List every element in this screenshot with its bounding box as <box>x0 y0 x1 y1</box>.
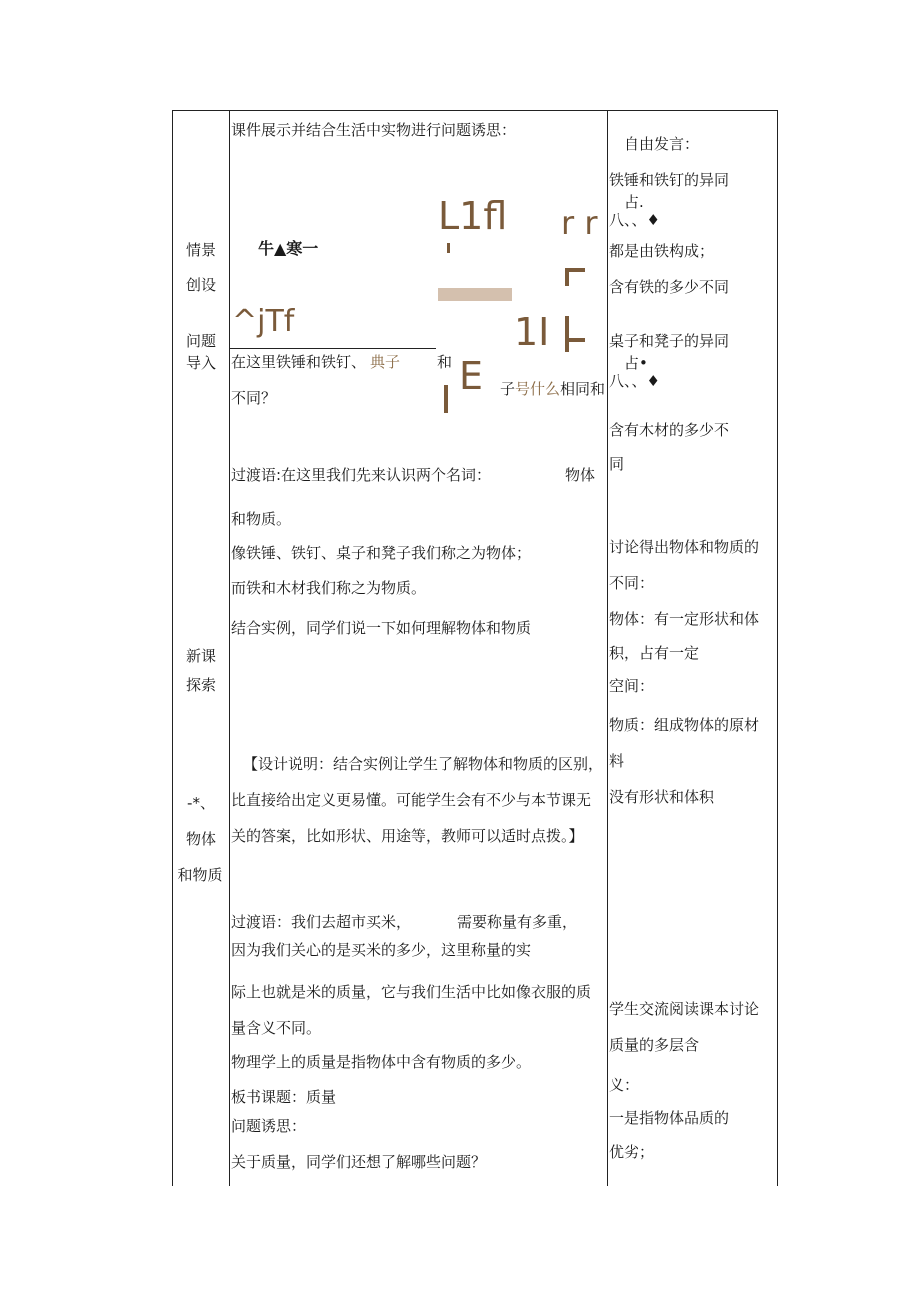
question-line-1f: 相同和 <box>560 380 606 398</box>
student-a9: 八、、♦ <box>609 372 660 390</box>
paragraph-question: 关于质量，同学们还想了解哪些问题？ <box>231 1153 487 1171</box>
student-a6: 含有铁的多少不同 <box>609 278 730 296</box>
label-situation-1: 情景 <box>185 241 216 259</box>
student-b8: 没有形状和体积 <box>609 788 715 806</box>
student-b7: 料 <box>609 752 625 770</box>
student-b6: 物质：组成物体的原材 <box>609 716 760 734</box>
student-a8: 占• <box>624 354 648 372</box>
figure-h-left <box>565 316 569 352</box>
transition-1c: 和物质。 <box>231 510 292 528</box>
label-section-1: 物体 <box>185 830 216 848</box>
figure-stroke-1 <box>447 243 450 253</box>
student-c2: 质量的多层含 <box>609 1036 700 1054</box>
intro-text: 课件展示并结合生活中实物进行问题诱思： <box>231 121 517 139</box>
paragraph-board-title: 板书课题：质量 <box>231 1088 337 1106</box>
transition-1b: 物体 <box>565 466 596 484</box>
label-question-2: 导入 <box>185 354 216 372</box>
figure-underline <box>230 348 436 349</box>
student-a5: 都是由铁构成； <box>609 242 715 260</box>
figure-fragment-4: E <box>459 354 484 398</box>
figure-fragment-2: r r <box>561 204 598 242</box>
figure-stroke-2 <box>444 385 448 413</box>
figure-corner-side <box>565 268 569 286</box>
column-divider-1 <box>229 110 230 1186</box>
question-line-1e: 号什么 <box>515 380 561 398</box>
transition-2e: 量含义不同。 <box>231 1019 322 1037</box>
question-line-2: 不同？ <box>231 389 277 407</box>
student-a4: 八、、♦ <box>609 211 660 229</box>
garbled-text-2: ^jTf <box>232 304 295 339</box>
student-a1: 自由发言： <box>624 135 700 153</box>
question-line-1d: 子 <box>500 380 516 398</box>
student-a11: 同 <box>609 455 625 473</box>
transition-2d: 际上也就是米的质量，它与我们生活中比如像衣服的质 <box>231 983 592 1001</box>
student-a2: 铁锤和铁钉的异同 <box>609 171 730 189</box>
student-a3: 占. <box>624 193 644 211</box>
student-c4: 一是指物体品质的 <box>609 1109 730 1127</box>
design-note-3: 关的答案，比如形状、用途等，教师可以适时点拨。】 <box>231 827 584 845</box>
label-question-1: 问题 <box>185 332 216 350</box>
figure-fragment-3: 1I <box>514 310 550 354</box>
transition-1a: 过渡语:在这里我们先来认识两个名词： <box>231 466 492 484</box>
student-b5: 空间： <box>609 677 655 695</box>
garbled-text-1: 牛▲寒一 <box>258 239 319 258</box>
paragraph-matter: 而铁和木材我们称之为物质。 <box>231 579 427 597</box>
column-divider-2 <box>607 110 608 1186</box>
label-new-1: 新课 <box>185 647 216 665</box>
student-b2: 不同： <box>609 574 655 592</box>
student-a7: 桌子和凳子的异同 <box>609 332 730 350</box>
paragraph-question-heading: 问题诱思： <box>231 1117 307 1135</box>
figure-bar <box>438 288 512 301</box>
figure-fragment-1: L1fl <box>438 194 508 238</box>
student-c5: 优劣； <box>609 1143 655 1161</box>
design-note-1: 【设计说明：结合实例让学生了解物体和物质的区别， <box>243 755 604 773</box>
table-right-border <box>777 110 778 1186</box>
figure-h-bar <box>565 338 585 342</box>
student-a10: 含有木材的多少不 <box>609 421 730 439</box>
question-line-1c: 和 <box>437 353 453 371</box>
student-b4: 积，占有一定 <box>609 644 700 662</box>
paragraph-mass-definition: 物理学上的质量是指物体中含有物质的多少。 <box>231 1053 532 1071</box>
paragraph-objects: 像铁锤、铁钉、桌子和凳子我们称之为物体； <box>231 544 532 562</box>
student-b3: 物体：有一定形状和体 <box>609 610 760 628</box>
student-c3: 义： <box>609 1076 640 1094</box>
label-section-num: -*、 <box>187 794 215 812</box>
label-situation-2: 创设 <box>185 276 216 294</box>
paragraph-prompt: 结合实例，同学们说一下如何理解物体和物质 <box>231 619 532 637</box>
question-line-1b: 典子 <box>370 353 401 371</box>
design-note-2: 比直接给出定义更易懂。可能学生会有不少与本节课无 <box>231 791 592 809</box>
transition-2c: 因为我们关心的是买米的多少，这里称量的实 <box>231 941 532 959</box>
label-new-2: 探索 <box>185 676 216 694</box>
transition-2a: 过渡语：我们去超市买米， <box>231 913 412 931</box>
transition-2b: 需要称量有多重， <box>457 913 578 931</box>
table-top-border <box>172 110 778 111</box>
question-line-1a: 在这里铁锤和铁钉、 <box>231 353 367 371</box>
label-section-2: 和物质 <box>177 866 223 884</box>
student-b1: 讨论得出物体和物质的 <box>609 538 760 556</box>
student-c1: 学生交流阅读课本讨论 <box>609 1000 760 1018</box>
